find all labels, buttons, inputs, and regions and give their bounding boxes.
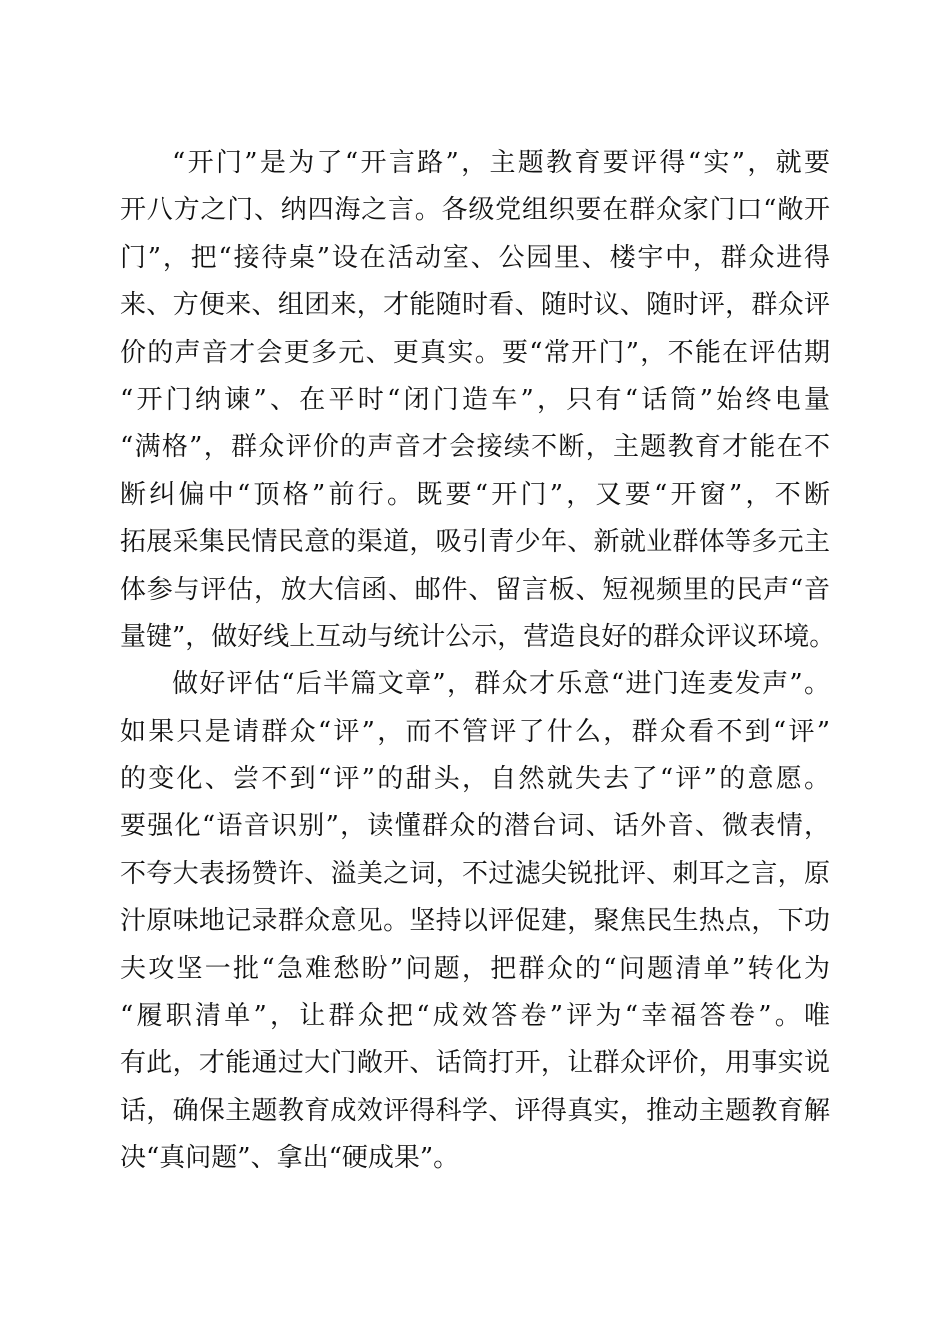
paragraph-2 <box>120 661 830 1182</box>
paragraph-line: 来、方便来、组团来，才能随时看、随时议、随时评，群众评 <box>120 290 830 321</box>
paragraph-line: 量键”，做好线上互动与统计公示，营造良好的群众评议环境。 <box>120 621 836 652</box>
paragraph-line: 做好评估“后半篇文章”，群众才乐意“进门连麦发声”。 <box>172 669 830 700</box>
paragraph-1 <box>120 140 836 661</box>
paragraph-line: 断纠偏中“顶格”前行。既要“开门”，又要“开窗”，不断 <box>120 479 830 510</box>
paragraph-line: “履职清单”，让群众把“成效答卷”评为“幸福答卷”。唯 <box>120 1001 830 1032</box>
paragraph-line: 的变化、尝不到“评”的甜头，自然就失去了“评”的意愿。 <box>120 764 830 795</box>
paragraph-line: 不夸大表扬赞许、溢美之词，不过滤尖锐批评、刺耳之言，原 <box>120 858 830 889</box>
paragraph-line: “开门纳谏”、在平时“闭门造车”，只有“话筒”始终电量 <box>120 384 830 415</box>
paragraph-line: 决“真问题”、拿出“硬成果”。 <box>120 1143 460 1174</box>
paragraph-line: 夫攻坚一批“急难愁盼”问题，把群众的“问题清单”转化为 <box>120 953 830 984</box>
paragraph-line: 要强化“语音识别”，读懂群众的潜台词、话外音、微表情， <box>120 811 830 842</box>
paragraph-line: 如果只是请群众“评”，而不管评了什么，群众看不到“评” <box>120 716 830 747</box>
paragraph-line: “满格”，群众评价的声音才会接续不断，主题教育才能在不 <box>120 432 830 463</box>
paragraph-line: 话，确保主题教育成效评得科学、评得真实，推动主题教育解 <box>120 1095 830 1126</box>
paragraph-line: 开八方之门、纳四海之言。各级党组织要在群众家门口“敞开 <box>120 195 830 226</box>
paragraph-line: “开门”是为了“开言路”，主题教育要评得“实”，就要 <box>172 148 830 178</box>
paragraph-line: 价的声音才会更多元、更真实。要“常开门”，不能在评估期 <box>120 337 830 368</box>
paragraph-line: 拓展采集民情民意的渠道，吸引青少年、新就业群体等多元主 <box>120 527 830 558</box>
paragraph-line: 汁原味地记录群众意见。坚持以评促建，聚焦民生热点，下功 <box>120 906 830 937</box>
document-body <box>120 140 836 1183</box>
paragraph-line: 体参与评估，放大信函、邮件、留言板、短视频里的民声“音 <box>120 574 830 605</box>
paragraph-line: 门”，把“接待桌”设在活动室、公园里、楼宇中，群众进得 <box>120 242 830 273</box>
paragraph-line: 有此，才能通过大门敞开、话筒打开，让群众评价，用事实说 <box>120 1048 830 1079</box>
